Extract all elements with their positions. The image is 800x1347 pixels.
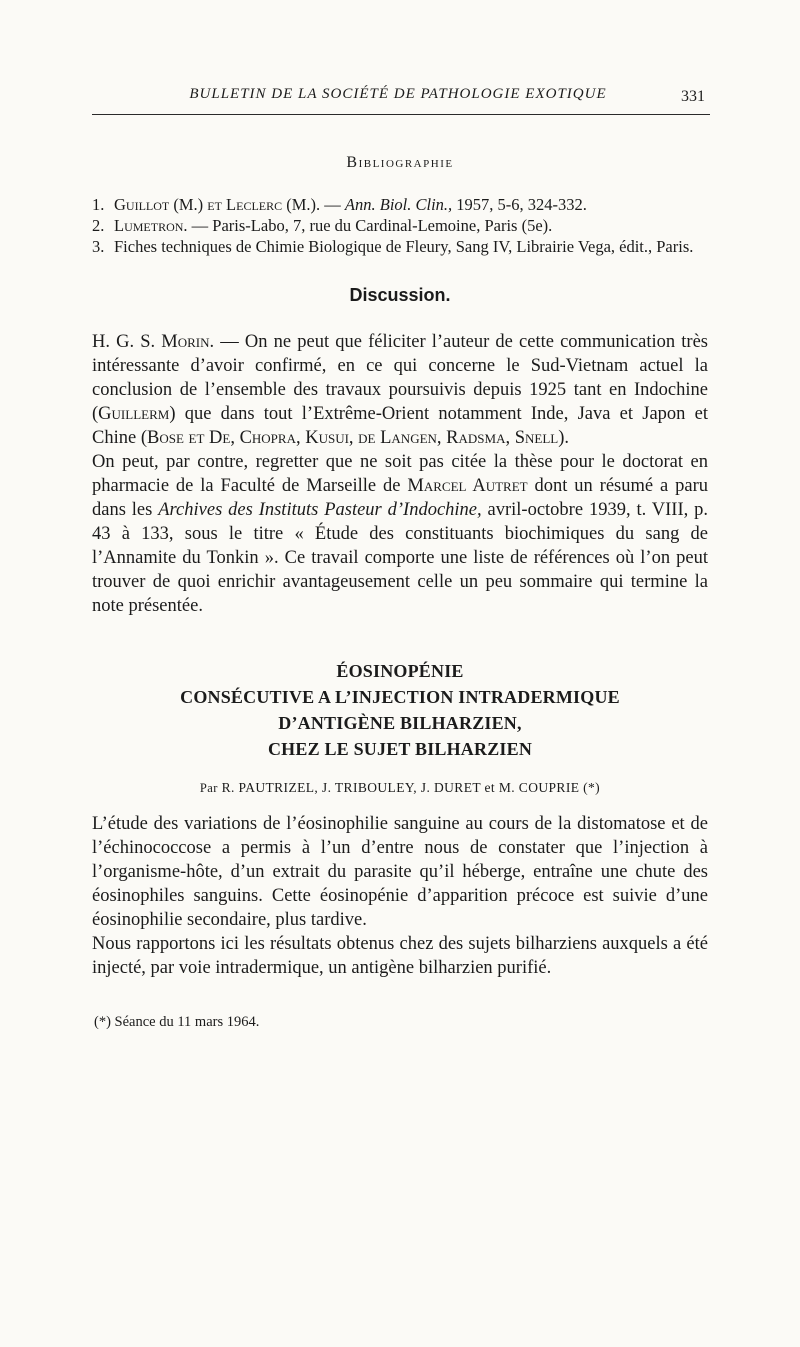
byline-par: Par bbox=[199, 781, 218, 795]
discussion-text: ) que dans tout l’Extrême-Orient notamment Inde, Java et Japon et Chine ( bbox=[92, 404, 708, 448]
cited-authors: Bose et De, Chopra, Kusui, de Langen, Radsma, Snell bbox=[146, 428, 559, 448]
bibliography-list bbox=[92, 194, 708, 257]
discussion-text: avril-octobre 1939, t. VIII, p. 43 à 133, sous le titre « Étude des constituants biochimiques du sang de l’Annamite du Tonkin ». Ce travail comporte une liste de références où l’on peut trouver de quoi enrichir avantageusement celle un peu sommaire qui termine la note présentée. bbox=[92, 500, 708, 616]
bibliography-journal: Ann. Biol. Clin., bbox=[344, 195, 453, 214]
bibliography-entry bbox=[114, 194, 708, 215]
footnote: (*) Séance du 11 mars 1964. bbox=[94, 1014, 260, 1030]
bibliography-authors: Lumetron. bbox=[114, 216, 188, 235]
discussion-paragraph bbox=[92, 450, 708, 618]
discussion-title: Discussion. bbox=[349, 285, 451, 305]
discussion-text: On peut, par contre, regretter que ne soit pas citée la thèse pour le doctorat en pharmacie de la Faculté de Marseille de bbox=[92, 452, 708, 496]
article-title-line: ÉOSINOPÉNIE bbox=[336, 661, 464, 681]
bibliography-number: 3. bbox=[92, 237, 105, 256]
bibliography-authors: Guillot (M.) et Leclerc (M.). — bbox=[114, 195, 341, 214]
bibliography-title: Bibliographie bbox=[346, 154, 454, 171]
page-content bbox=[92, 154, 708, 1031]
cited-journal: Archives des Instituts Pasteur d’Indochine, bbox=[158, 500, 482, 520]
cited-author: Guillerm bbox=[98, 404, 170, 424]
article-title-line: CONSÉCUTIVE A L’INJECTION INTRADERMIQUE bbox=[180, 687, 620, 707]
discussion-paragraph bbox=[92, 330, 708, 450]
page-number: 331 bbox=[681, 88, 705, 105]
running-title: BULLETIN DE LA SOCIÉTÉ DE PATHOLOGIE EXOTIQUE bbox=[189, 86, 607, 102]
bibliography-number: 1. bbox=[92, 195, 105, 214]
cited-author: Marcel Autret bbox=[407, 476, 528, 496]
byline-authors: R. PAUTRIZEL, J. TRIBOULEY, J. DURET et M. COUPRIE (*) bbox=[221, 780, 601, 795]
bibliography-rest: — Paris-Labo, 7, rue du Cardinal-Lemoine, Paris (5e). bbox=[191, 216, 553, 235]
article-title-line: CHEZ LE SUJET BILHARZIEN bbox=[267, 739, 533, 759]
discussant-name: H. G. S. Morin. bbox=[92, 332, 215, 352]
article-paragraph: L’étude des variations de l’éosinophilie sanguine au cours de la distomatose et de l’échinococcose a permis à l’un d’entre nous de constater que l’injection à l’organisme-hôte, d’un extrait du parasite qu’il héberge, entraîne une chute des éosinophiles sanguins. Cette éosinopénie d’apparition précoce est suivie d’une éosinophilie secondaire, plus tardive. bbox=[92, 814, 708, 930]
bibliography-rest: 1957, 5-6, 324-332. bbox=[456, 195, 587, 214]
bibliography-item bbox=[92, 236, 708, 257]
article-title-line: D’ANTIGÈNE BILHARZIEN, bbox=[278, 713, 522, 733]
bibliography-entry: Fiches techniques de Chimie Biologique de Fleury, Sang IV, Librairie Vega, édit., Paris. bbox=[114, 237, 694, 256]
article-byline bbox=[92, 780, 708, 796]
bibliography-number: 2. bbox=[92, 216, 105, 235]
discussion-text: ). bbox=[558, 428, 570, 448]
bibliography-item bbox=[92, 215, 708, 236]
header-rule bbox=[92, 114, 710, 115]
bibliography-item bbox=[92, 194, 708, 215]
discussion-text: dont un résumé a paru dans les bbox=[92, 476, 708, 520]
article-paragraph: Nous rapportons ici les résultats obtenus chez des sujets bilharziens auxquels a été injecté, par voie intradermique, un antigène bilharzien purifié. bbox=[92, 934, 708, 978]
bibliography-entry bbox=[114, 215, 708, 236]
article-title bbox=[92, 658, 708, 762]
discussion-text: — On ne peut que féliciter l’auteur de cette communication très intéressante d’avoir confirmé, en ce qui concerne le Sud-Vietnam actuel la conclusion de l’ensemble des travaux poursuivis depuis 1925 tant en Indochine ( bbox=[92, 332, 708, 424]
